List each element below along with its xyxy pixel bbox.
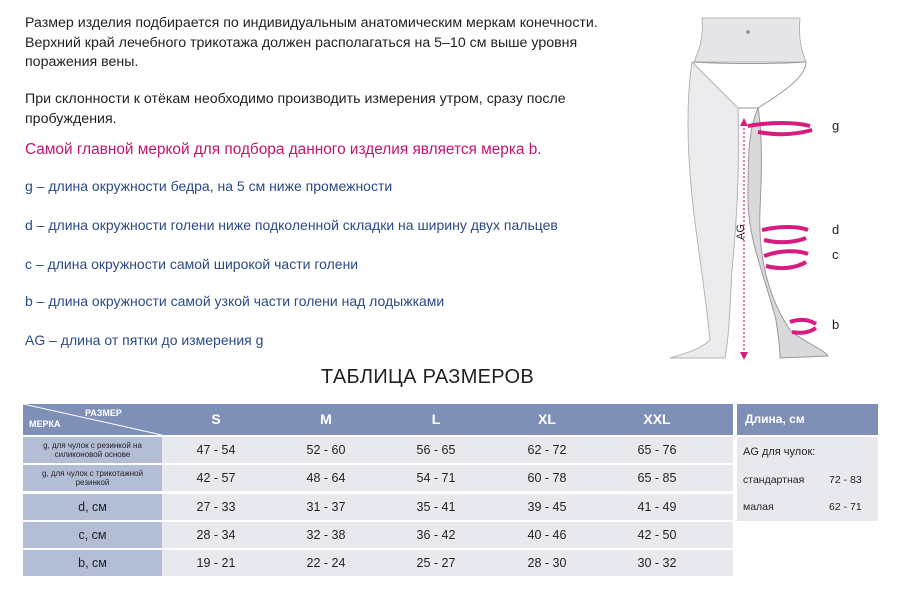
size-header-xxl: XXL: [643, 411, 671, 427]
definition-b: b – длина окружности самой узкой части голени над лодыжками: [25, 293, 445, 309]
table-cell: 65 - 76: [637, 443, 677, 457]
table-cell: 35 - 41: [416, 500, 456, 514]
size-table-header: [23, 404, 733, 435]
definition-g: g – длина окружности бедра, на 5 см ниже промежности: [25, 178, 393, 194]
table-cell: 31 - 37: [306, 500, 346, 514]
length-label-small: малая: [743, 501, 774, 513]
size-table-title: ТАБЛИЦА РАЗМЕРОВ: [320, 366, 534, 388]
table-cell: 19 - 21: [196, 556, 236, 570]
table-row: [23, 494, 733, 520]
label-d: d: [832, 222, 840, 237]
table-cell: 39 - 45: [527, 500, 567, 514]
intro-paragraph-edema: При склонности к отёкам необходимо производить измерения утром, сразу после пробуждения.: [25, 91, 566, 127]
leg-measurement-illustration: [630, 0, 900, 370]
size-header-xl: XL: [538, 411, 556, 427]
table-cell: 60 - 78: [527, 471, 567, 485]
table-cell: 28 - 34: [196, 528, 236, 542]
table-cell: 48 - 64: [306, 471, 346, 485]
table-cell: 27 - 33: [196, 500, 236, 514]
table-cell: 40 - 46: [527, 528, 567, 542]
size-header-m: M: [320, 411, 332, 427]
table-cell: 62 - 72: [527, 443, 567, 457]
label-g: g: [832, 118, 840, 133]
table-cell: 42 - 57: [196, 471, 236, 485]
length-table-body: [737, 437, 878, 521]
label-b: b: [832, 317, 840, 332]
table-cell: 47 - 54: [196, 443, 236, 457]
table-row: [23, 437, 733, 463]
table-row: [23, 550, 733, 576]
size-table: [23, 404, 733, 577]
definition-c: c – длина окружности самой широкой части голени: [25, 256, 359, 272]
size-header-l: L: [431, 411, 441, 427]
table-cell: 54 - 71: [416, 471, 456, 485]
row-label-g-knit: g, для чулок с трикотажной резинкой: [23, 465, 162, 491]
table-cell: 65 - 85: [637, 471, 677, 485]
row-label-d: d, см: [23, 494, 162, 520]
row-label-b: b, см: [23, 550, 162, 576]
label-ag: AG: [734, 224, 747, 240]
table-cell: 25 - 27: [416, 556, 456, 570]
length-ag-label: AG для чулок:: [743, 446, 816, 458]
length-label-standard: стандартная: [743, 474, 805, 486]
table-cell: 56 - 65: [416, 443, 456, 457]
table-cell: 30 - 32: [637, 556, 677, 570]
table-cell: 42 - 50: [637, 528, 677, 542]
corner-label-measure: МЕРКА: [29, 419, 61, 429]
definition-ag: AG – длина от пятки до измерения g: [25, 332, 264, 348]
main-measure-highlight: Самой главной меркой для подбора данного изделия является мерка b.: [25, 141, 542, 158]
length-table: [737, 404, 878, 521]
leg-diagram: [630, 0, 900, 370]
table-cell: 22 - 24: [306, 556, 346, 570]
corner-label-size: РАЗМЕР: [85, 408, 122, 418]
length-table-header: Длина, см: [737, 404, 878, 435]
table-cell: 36 - 42: [416, 528, 456, 542]
length-value-small: 62 - 71: [829, 501, 862, 513]
size-header-s: S: [211, 411, 221, 427]
row-label-g-silicone: g, для чулок с резинкой на силиконовой основе: [23, 437, 162, 463]
intro-paragraph-sizing: Размер изделия подбирается по индивидуальным анатомическим меркам конечности. Верхний край лечебного трикотажа должен располагаться на 5–10 см выше уровня поражения вены.: [25, 15, 598, 70]
definition-d: d – длина окружности голени ниже подколенной складки на ширину двух пальцев: [25, 217, 558, 233]
table-row: [23, 522, 733, 548]
label-c: c: [832, 247, 839, 262]
table-cell: 41 - 49: [637, 500, 677, 514]
table-row: [23, 465, 733, 491]
table-cell: 52 - 60: [306, 443, 346, 457]
table-cell: 32 - 38: [306, 528, 346, 542]
length-value-standard: 72 - 83: [829, 474, 862, 486]
row-label-c: c, см: [23, 522, 162, 548]
table-cell: 28 - 30: [527, 556, 567, 570]
